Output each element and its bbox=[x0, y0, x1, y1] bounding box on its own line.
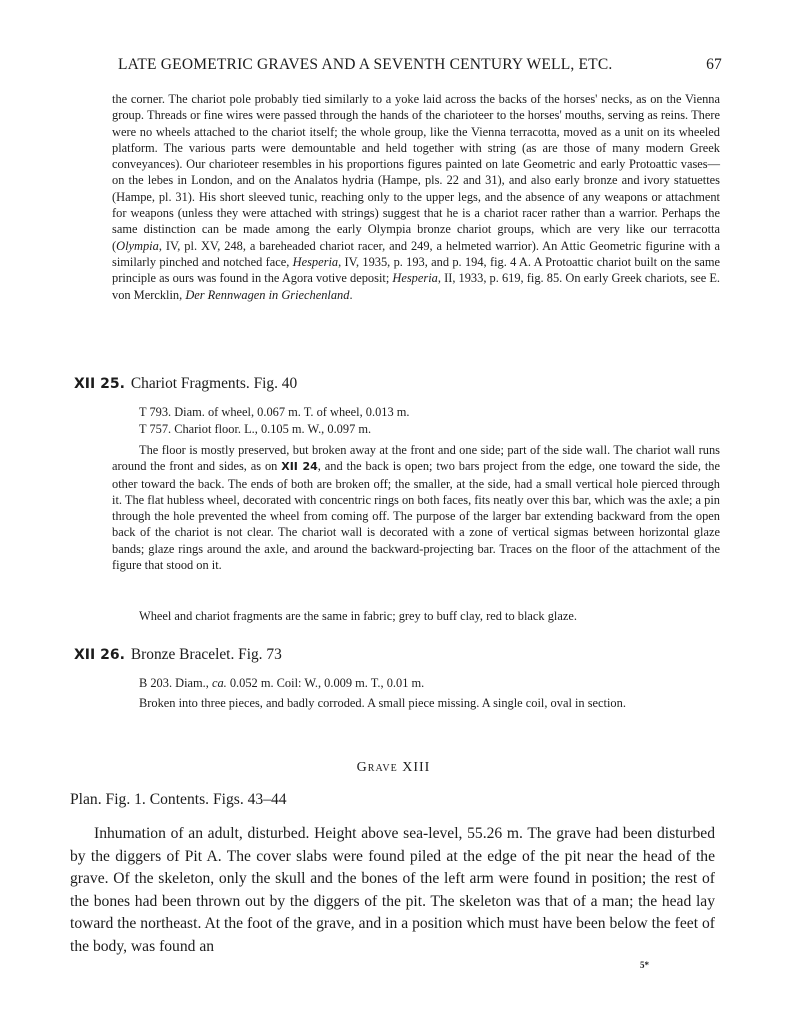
running-header bbox=[110, 56, 722, 78]
catalogue-heading-xii-25 bbox=[74, 375, 297, 393]
section-heading: Grave XIII bbox=[356, 760, 431, 775]
catalogue-heading-xii-26 bbox=[74, 646, 282, 664]
plan-line: Plan. Fig. 1. Contents. Figs. 43–44 bbox=[70, 791, 287, 808]
page-number: 67 bbox=[706, 56, 722, 73]
inventory-ref: T 793. Diam. of wheel, 0.067 m. T. of wheel, 0.013 m. bbox=[139, 405, 410, 419]
body-paragraph: Inhumation of an adult, disturbed. Height above sea-level, 55.26 m. The grave had been disturbed by the diggers of Pit A. The cover slabs were found piled at the edge of the pit near the head of the grave. Of the skeleton, only the skull and the bones of the left arm were found in position; the rest of the bones had been thrown out by the diggers of the pit. The skeleton was that of a man; the head lay toward the northeast. At the foot of the grave, and in a position which must have been below the feet of the body, was found an bbox=[70, 825, 715, 955]
entry-fabric-note: Wheel and chariot fragments are the same in fabric; grey to buff clay, red to black glaze. bbox=[139, 609, 577, 623]
running-title: LATE GEOMETRIC GRAVES AND A SEVENTH CENTURY WELL, ETC. bbox=[118, 56, 613, 73]
catalogue-number: XII 25. bbox=[74, 376, 125, 392]
intro-paragraph: the corner. The chariot pole probably tied similarly to a yoke laid across the backs of the horses' necks, as on the Vienna group. Threads or fine wires were passed through the hands of the charioteer to the horses' mouths, serving as reins. There were no wheels attached to the chariot itself; the whole group, like the Vienna terracotta, moved as a unit on its wheeled platform. The various parts were demountable and held together with string (as are those of many modern Greek conveyances). Our charioteer resembles in his proportions figures painted on late Geometric and early Protoattic vases—on the lebes in London, and on the Analatos hydria (Hampe, pls. 22 and 31), and also early bronze and ivory statuettes (Hampe, pl. 31). His short sleeved tunic, reaching only to the upper legs, and the absence of any weapons or attachment for weapons (unless they were attached with strings) suggest that he is a chariot racer rather than a warrior. Perhaps the same distinction can be made among the early Olympia bronze chariot groups, which are very like our terracotta (Olympia, IV, pl. XV, 248, a bareheaded chariot racer, and 249, a helmeted warrior). An Attic Geometric figurine with a similarly pinched and notched face, Hesperia, IV, 1935, p. 193, and p. 194, fig. 4 A. A Protoattic chariot built on the same principle as ours was found in the Agora votive deposit; Hesperia, II, 1933, p. 619, fig. 85. On early Greek chariots, see E. von Mercklin, Der Rennwagen in Griechenland. bbox=[112, 92, 720, 302]
catalogue-title: Chariot Fragments. Fig. 40 bbox=[130, 375, 298, 392]
inventory-ref: T 757. Chariot floor. L., 0.105 m. W., 0.097 m. bbox=[139, 422, 372, 436]
signature-mark: 5* bbox=[640, 960, 649, 970]
entry-description: Broken into three pieces, and badly corroded. A small piece missing. A single coil, oval in section. bbox=[139, 696, 626, 710]
catalogue-number: XII 26. bbox=[74, 647, 125, 663]
entry-description: The floor is mostly preserved, but broken away at the front and one side; part of the side wall. The chariot wall runs around the front and sides, as on XII 24, and the back is open; two bars project from the edge, one toward the side, the other toward the back. The ends of both are broken off; the smaller, at the side, had a small vertical hole pierced through it. The flat hubless wheel, decorated with concentric rings on both faces, fits neatly over this bar, which was the axle; a pin through the hole prevented the wheel from coming off. The purpose of the larger bar extending backward from the open back of the chariot is not clear. The chariot wall is decorated with a zone of vertical sigmas between horizontal glaze bands; glaze rings around the axle, and around the backward-projecting bar. Traces on the floor of the attachment of the figure that stood on it. bbox=[112, 443, 721, 573]
inventory-ref: B 203. Diam., ca. 0.052 m. Coil: W., 0.009 m. T., 0.01 m. bbox=[139, 676, 425, 690]
catalogue-title: Bronze Bracelet. Fig. 73 bbox=[130, 646, 282, 663]
